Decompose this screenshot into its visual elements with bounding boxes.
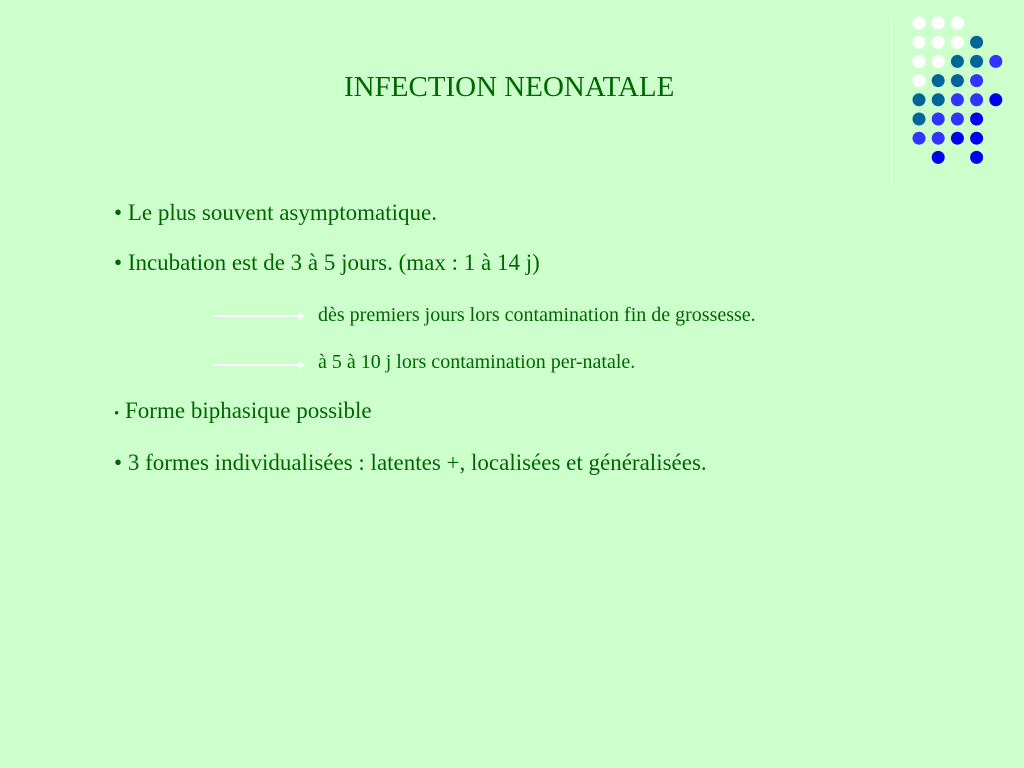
decorative-dot [970, 93, 983, 106]
sub-item-perinatal: à 5 à 10 j lors contamination per-natale. [318, 351, 636, 373]
bullet-item-forms [114, 449, 707, 477]
arrow-icon [213, 364, 303, 366]
decorative-dot [970, 74, 983, 87]
decorative-dot [913, 74, 926, 87]
decorative-dot [951, 93, 964, 106]
bullet-item-asymptomatic [114, 199, 437, 227]
decorative-dot [932, 55, 945, 68]
decorative-dot [989, 93, 1002, 106]
decorative-dot [951, 74, 964, 87]
decorative-dot [913, 132, 926, 145]
bullet-text: Le plus souvent asymptomatique. [122, 200, 437, 225]
slide-title: INFECTION NEONATALE [344, 71, 675, 103]
decorative-dot [970, 36, 983, 49]
decorative-dot [970, 151, 983, 164]
decorative-dot [932, 17, 945, 30]
decorative-dot [913, 36, 926, 49]
bullet-text: 3 formes individualisées : latentes +, localisées et généralisées. [122, 450, 707, 475]
bullet-text: Forme biphasique possible [119, 398, 372, 423]
decorative-dot [932, 151, 945, 164]
sub-item-early: dès premiers jours lors contamination fin de grossesse. [318, 304, 756, 326]
bullet-marker: • [114, 406, 120, 422]
decorative-dot [970, 132, 983, 145]
bullet-marker: • [114, 450, 123, 475]
bullet-text: Incubation est de 3 à 5 jours. (max : 1 à 14 j) [122, 250, 540, 275]
decorative-dot [970, 55, 983, 68]
decorative-dot [951, 113, 964, 126]
bullet-marker: • [114, 250, 123, 275]
decorative-dot [913, 113, 926, 126]
decorative-dot [932, 93, 945, 106]
decorative-dot [932, 113, 945, 126]
decorative-dot [951, 55, 964, 68]
bullet-item-incubation [114, 249, 540, 277]
decorative-dot [970, 113, 983, 126]
decorative-dot [932, 74, 945, 87]
decorative-dot [913, 55, 926, 68]
decorative-dot [951, 36, 964, 49]
decorative-dot [932, 132, 945, 145]
decorative-dot [951, 132, 964, 145]
decorative-dot [951, 17, 964, 30]
arrow-icon [213, 315, 303, 317]
bullet-marker: • [114, 200, 123, 225]
decorative-dot [932, 36, 945, 49]
decorative-dot [913, 17, 926, 30]
bullet-item-biphasic [114, 397, 372, 428]
decorative-dot [913, 93, 926, 106]
decorative-dot [989, 55, 1002, 68]
